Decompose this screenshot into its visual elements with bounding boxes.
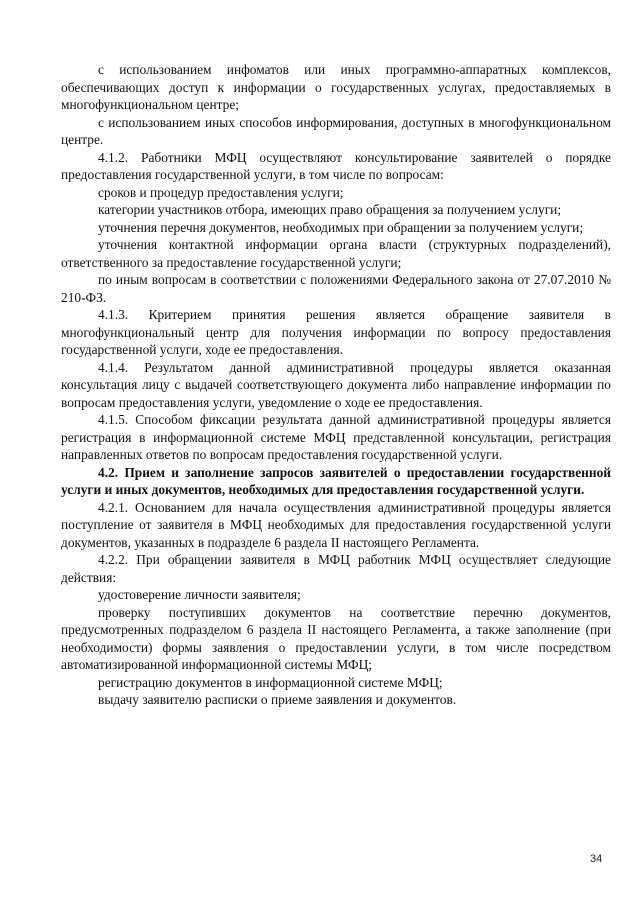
section-heading-4-2: 4.2. Прием и заполнение запросов заявителей о предоставлении государственной услуги и иных документов, необходимых для предоставления государственной услуги. (61, 464, 611, 497)
paragraph-other-methods: с использованием иных способов информирования, доступных в многофункциональном центре. (61, 114, 611, 147)
page-number: 34 (590, 853, 603, 865)
paragraph-registration: регистрацию документов в информационной системе МФЦ; (98, 674, 443, 690)
paragraph-documents-check: проверку поступивших документов на соответствие перечню документов, предусмотренных подразделом 6 раздела II настоящего Регламента, а также заполнение (при необходимости) формы заявления о предоставлении услуги, в том числе посредством автоматизированной информационной системы МФЦ; (61, 604, 611, 672)
paragraph-other-questions: по иным вопросам в соответствии с положениями Федерального закона от 27.07.2010 № 210-ФЗ. (61, 272, 611, 305)
paragraph-4-1-3: 4.1.3. Критерием принятия решения является обращение заявителя в многофункциональный центр для получения информации по вопросу предоставления государственной услуги, ходе ее предоставления. (61, 307, 611, 357)
paragraph-receipt: выдачу заявителю расписки о приеме заявления и документов. (98, 692, 457, 707)
paragraph-4-1-4: 4.1.4. Результатом данной административной процедуры является оказанная консультация лицу с выдачей соответствующего документа либо направление информации по вопросам предоставления услуги, уведомление о ходе ее предоставления. (61, 359, 611, 410)
paragraph-categories: категории участников отбора, имеющих право обращения за получением услуги; (98, 202, 562, 217)
paragraph-4-1-2: 4.1.2. Работники МФЦ осуществляют консультирование заявителей о порядке предоставления государственной услуги, в том числе по вопросам: (61, 149, 611, 182)
paragraph-4-2-1: 4.2.1. Основанием для начала осуществления административной процедуры является поступление от заявителя в МФЦ необходимых для предоставления государственной услуги документов, указанных в подразделе 6 раздела II настоящего Регламента. (61, 499, 611, 550)
paragraph-contact-info: уточнения контактной информации органа власти (структурных подразделений), ответственного за предоставление государственной услуги; (61, 237, 611, 270)
paragraph-infomats: с использованием инфоматов или иных программно-аппаратных комплексов, обеспечивающих доступ к информации о государственных услугах, предоставляемых в многофункциональном центре; (61, 62, 611, 112)
document-body (61, 61, 611, 709)
paragraph-documents-list: уточнения перечня документов, необходимых при обращении за получением услуги; (98, 219, 584, 235)
paragraph-4-1-5: 4.1.5. Способом фиксации результата данной административной процедуры является регистрация в информационной системе МФЦ представленной консультации, регистрация направленных ответов по вопросам предоставления государственной услуги. (61, 412, 611, 462)
paragraph-deadlines: сроков и процедур предоставления услуги; (98, 184, 344, 200)
paragraph-4-2-2: 4.2.2. При обращении заявителя в МФЦ работник МФЦ осуществляет следующие действия: (61, 552, 611, 585)
paragraph-identity-check: удостоверение личности заявителя; (98, 587, 301, 602)
